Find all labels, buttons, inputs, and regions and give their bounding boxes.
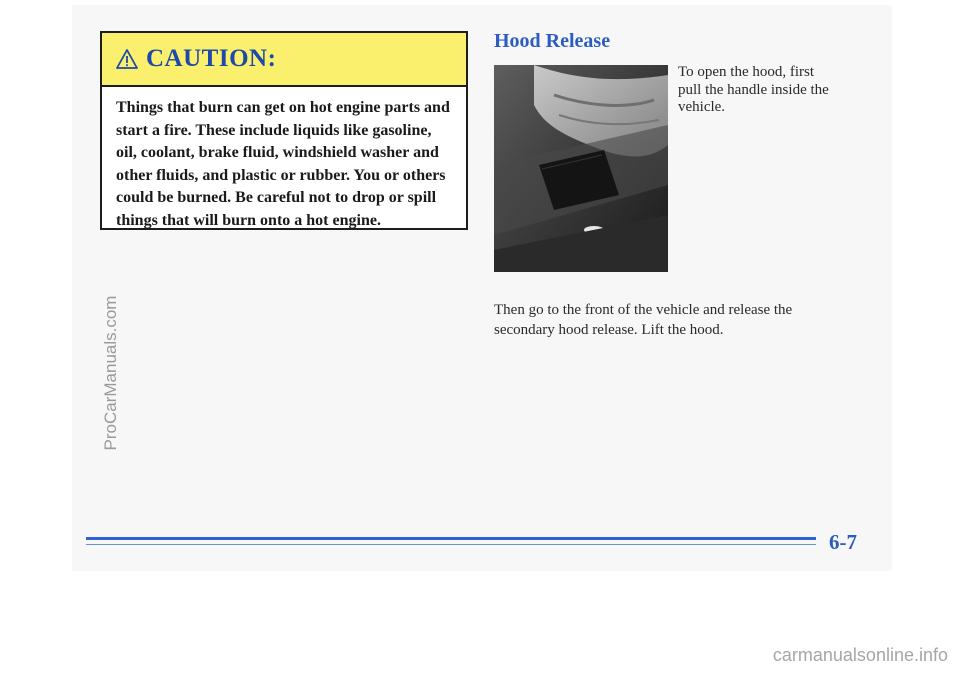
hood-release-side-text: To open the hood, first pull the handle inside the vehicle. (678, 64, 829, 115)
caution-title: CAUTION: (146, 45, 277, 72)
hood-release-handle-photo (494, 65, 668, 272)
footer-rule-thick (86, 537, 816, 540)
caution-box (100, 31, 468, 230)
watermark-left: ProCarManuals.com (101, 295, 120, 451)
section-title: Hood Release (494, 30, 611, 52)
caution-header (102, 33, 466, 87)
caution-text: Things that burn can get on hot engine parts and start a fire. These include liquids like gasoline, oil, coolant, brake fluid, windshield washer and other fluids, and plastic or rubber. You or others could be burned. Be careful not to drop or spill things that will burn onto a hot engine. (116, 99, 450, 229)
warning-triangle-icon (116, 49, 138, 69)
footer-rule-thin (86, 544, 816, 545)
hood-release-body-text: Then go to the front of the vehicle and release the secondary hood release. Lift the hood. (494, 302, 793, 338)
watermark-bottom: carmanualsonline.info (772, 645, 948, 665)
page-number: 6-7 (829, 530, 857, 554)
